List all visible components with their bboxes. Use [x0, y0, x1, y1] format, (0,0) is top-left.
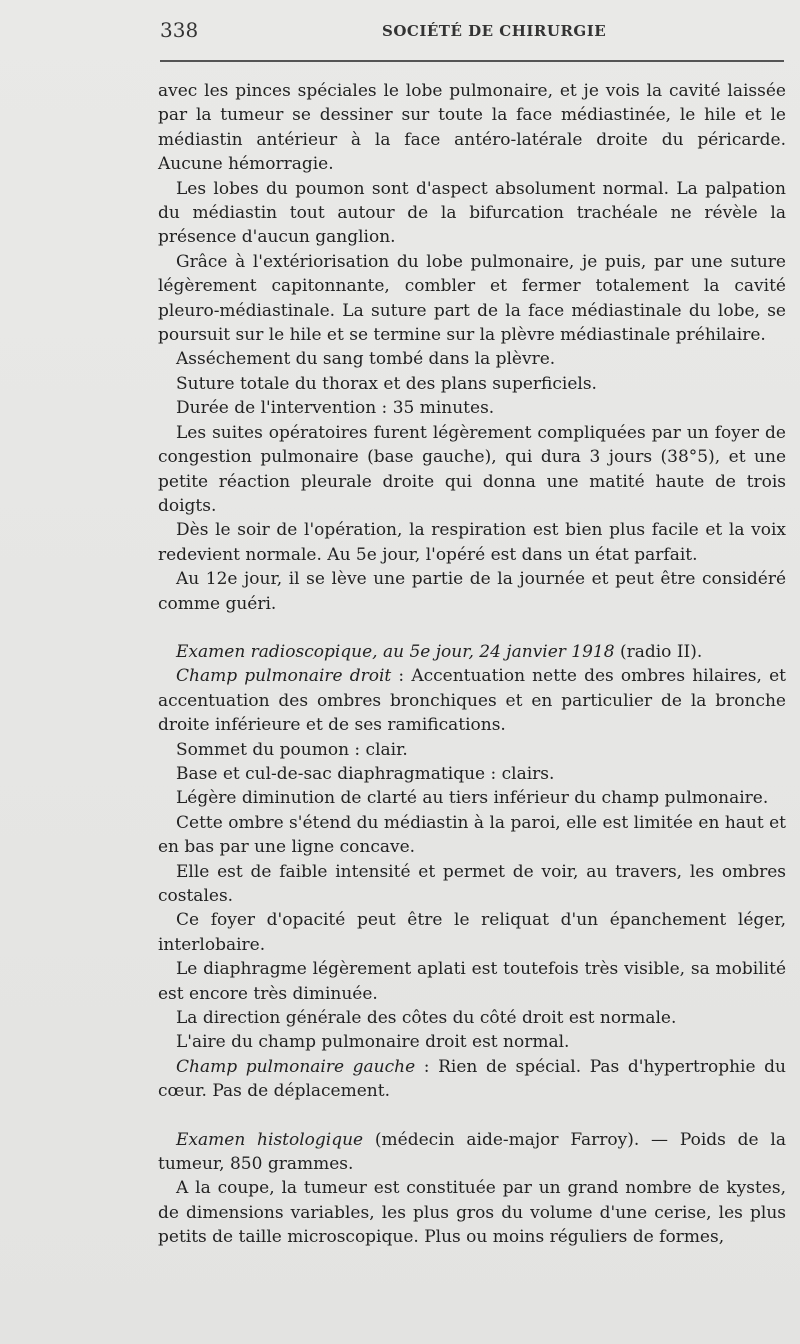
page-header — [160, 18, 780, 44]
paragraph: A la coupe, la tumeur est constituée par un grand nombre de kystes, de dimensions variables, les plus gros du volume d'une cerise, les plus petits de taille microscopique. Plus ou moins réguliers de formes, — [158, 1178, 786, 1248]
paragraph: Elle est de faible intensité et permet de voir, au travers, les ombres costales. — [158, 861, 786, 906]
body-text — [158, 79, 786, 1250]
paragraph-text: (radio II). — [614, 641, 703, 662]
paragraph: Ce foyer d'opacité peut être le reliquat d'un épanchement léger, interlobaire. — [158, 910, 786, 955]
paragraph: L'aire du champ pulmonaire droit est normal. — [176, 1032, 570, 1053]
subsection-heading: Champ pulmonaire droit — [176, 666, 392, 687]
page-number: 338 — [160, 18, 199, 42]
paragraph-text: : Accentuation nette des ombres hilaires, et accentuation des ombres bronchiques et en particulier de la bronche droite inférieure et de ses ramifications. — [158, 666, 786, 736]
paragraph — [158, 1055, 786, 1104]
paragraph — [158, 640, 786, 664]
paragraph-text: (médecin aide-major Farroy). — Poids de la tumeur, 850 grammes. — [158, 1129, 786, 1175]
paragraph: avec les pinces spéciales le lobe pulmonaire, et je vois la cavité laissée par la tumeur se dessiner sur toute la face médiastinée, le hile et le médiastin antérieur à la face antéro-latérale droite du péricarde. Aucune hémorragie. — [158, 81, 786, 175]
section-heading: Examen radioscopique, au 5e jour, 24 janvier 1918 — [176, 641, 615, 662]
paragraph: Les suites opératoires furent légèrement compliquées par un foyer de congestion pulmonaire (base gauche), qui dura 3 jours (38°5), et une petite réaction pleurale droite qui donna une matité haute de trois doigts. — [158, 422, 786, 516]
paragraph: Grâce à l'extériorisation du lobe pulmonaire, je puis, par une suture légèrement capitonnante, combler et fermer totalement la cavité pleuro-médiastinale. La suture part de la face médiastinale du lobe, se poursuit sur le hile et se termine sur la plèvre médiastinale préhilaire. — [158, 251, 786, 346]
running-title: SOCIÉTÉ DE CHIRURGIE — [382, 22, 607, 40]
paragraph — [158, 664, 786, 737]
paragraph: Asséchement du sang tombé dans la plèvre. — [176, 349, 556, 370]
paragraph: Au 12e jour, il se lève une partie de la journée et peut être considéré comme guéri. — [158, 569, 786, 614]
paragraph: Dès le soir de l'opération, la respiration est bien plus facile et la voix redevient normale. Au 5e jour, l'opéré est dans un état parfait. — [158, 520, 786, 565]
paragraph: Suture totale du thorax et des plans superficiels. — [176, 373, 597, 394]
header-rule — [160, 60, 784, 62]
paragraph: Cette ombre s'étend du médiastin à la paroi, elle est limitée en haut et en bas par une ligne concave. — [158, 812, 786, 858]
paragraph-text: : Rien de spécial. Pas d'hypertrophie du cœur. Pas de déplacement. — [158, 1056, 786, 1102]
paragraph — [158, 1128, 786, 1177]
subsection-heading: Champ pulmonaire gauche — [176, 1056, 416, 1077]
paragraph: Base et cul-de-sac diaphragmatique : clairs. — [176, 763, 555, 784]
paragraph: Durée de l'intervention : 35 minutes. — [176, 398, 495, 419]
paragraph: Le diaphragme légèrement aplati est toutefois très visible, sa mobilité est encore très diminuée. — [158, 959, 786, 1004]
paragraph: Légère diminution de clarté au tiers inférieur du champ pulmonaire. — [176, 788, 769, 809]
paragraph: Sommet du poumon : clair. — [176, 739, 408, 760]
section-heading: Examen histologique — [176, 1129, 364, 1150]
paragraph: La direction générale des côtes du côté droit est normale. — [176, 1008, 677, 1029]
paragraph: Les lobes du poumon sont d'aspect absolument normal. La palpation du médiastin tout autour de la bifurcation trachéale ne révèle la présence d'aucun ganglion. — [158, 178, 786, 248]
